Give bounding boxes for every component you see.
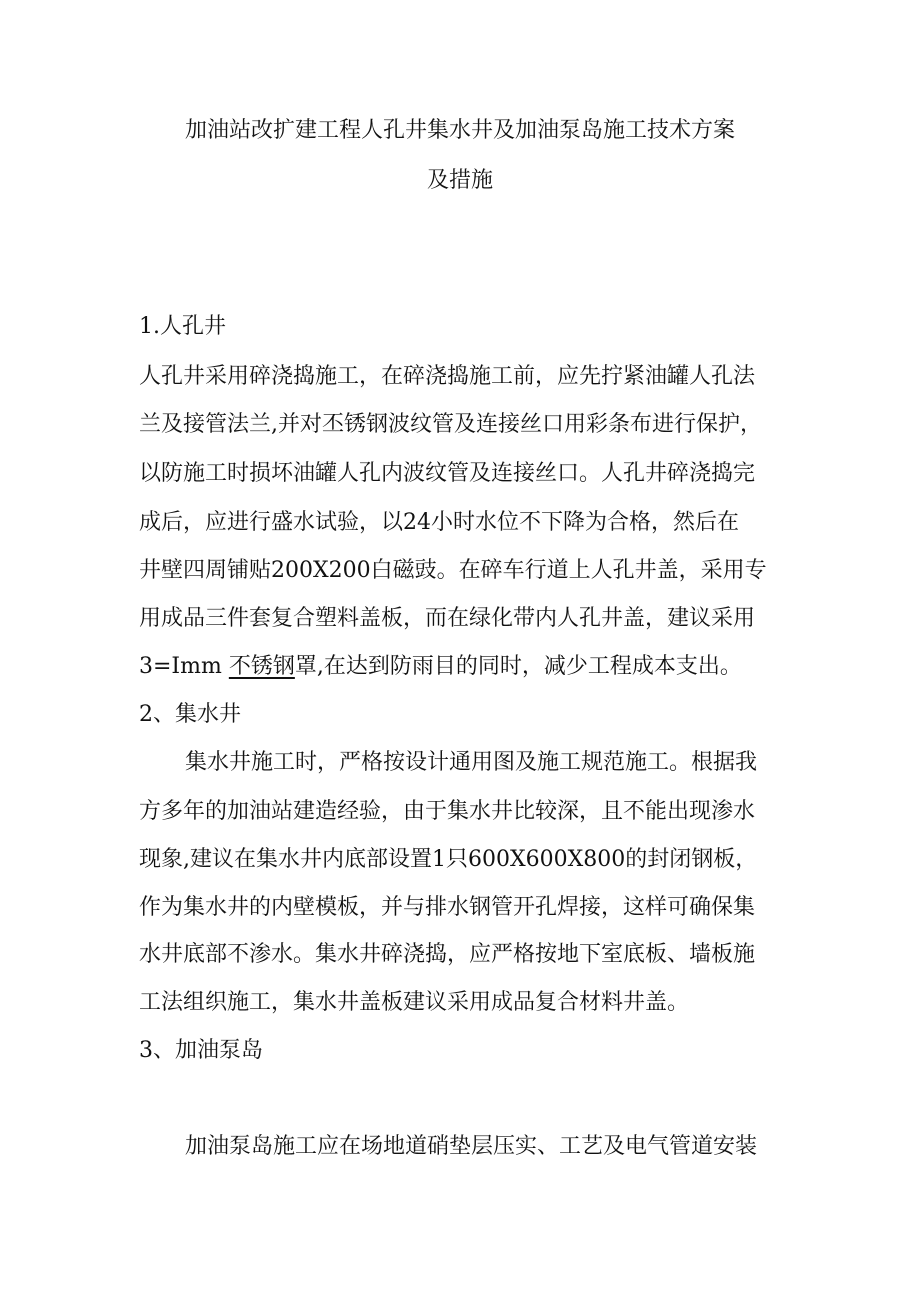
- paragraph-line: 用成品三件套复合塑料盖板，而在绿化带内人孔井盖，建议采用: [139, 606, 756, 631]
- underlined-term: 不锈钢: [228, 654, 295, 679]
- document-title-line-2: 及措施: [426, 168, 493, 193]
- paragraph-text: 罩,在达到防雨目的同时，减少工程成本支出。: [294, 654, 742, 679]
- paragraph-line: 人孔井采用碎浇捣施工，在碎浇捣施工前，应先拧紧油罐人孔法: [139, 364, 756, 389]
- paragraph-line: 以防施工时损坏油罐人孔内波纹管及连接丝口。人孔井碎浇捣完: [139, 461, 756, 486]
- section-heading-sump: 2、集水井: [139, 702, 241, 727]
- paragraph-line: 水井底部不渗水。集水井碎浇捣，应严格按地下室底板、墙板施: [139, 942, 756, 967]
- document-title-line-1: 加油站改扩建工程人孔井集水井及加油泵岛施工技术方案: [184, 118, 735, 143]
- paragraph-line: 方多年的加油站建造经验，由于集水井比较深，且不能出现渗水: [139, 799, 756, 824]
- paragraph-text: 3=Imm: [139, 654, 229, 679]
- section-heading-manhole: 1.人孔井: [139, 314, 226, 339]
- section-heading-pump-island: 3、加油泵岛: [139, 1038, 263, 1063]
- paragraph-line: [139, 656, 742, 678]
- paragraph-line: 现象,建议在集水井内底部设置1只600X600X800的封闭钢板，: [139, 847, 758, 872]
- paragraph-line: 作为集水井的内壁模板，并与排水钢管开孔焊接，这样可确保集: [139, 895, 756, 920]
- paragraph-line: 兰及接管法兰,并对丕锈钢波纹管及连接丝口用彩条布进行保护，: [139, 412, 762, 437]
- paragraph-line: 成后，应进行盛水试验，以24小时水位不下降为合格，然后在: [139, 510, 739, 535]
- paragraph-line: 集水井施工时，严格按设计通用图及施工规范施工。根据我: [185, 750, 758, 775]
- paragraph-line: 工法组织施工，集水井盖板建议采用成品复合材料井盖。: [139, 990, 690, 1015]
- paragraph-line: 加油泵岛施工应在场地道硝垫层压实、工艺及电气管道安装: [185, 1134, 758, 1159]
- paragraph-line: 井壁四周铺贴200X200白磁豉。在碎车行道上人孔井盖，采用专: [139, 558, 767, 583]
